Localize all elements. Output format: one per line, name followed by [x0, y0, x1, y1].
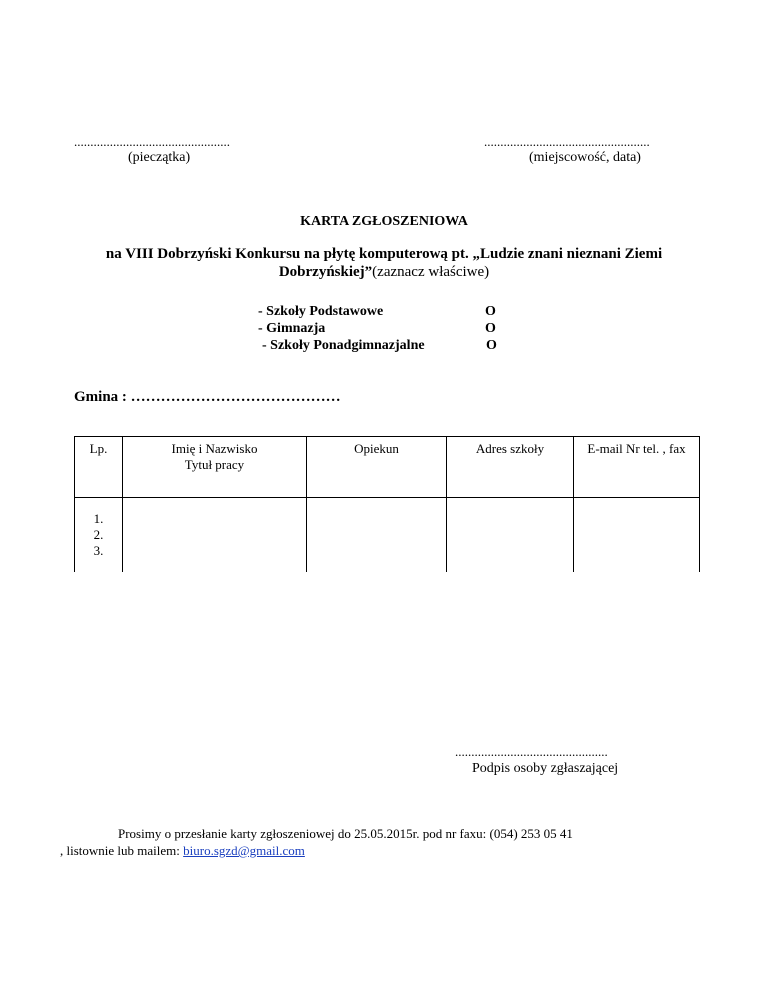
row-numbers-list	[77, 511, 120, 559]
place-date-dotted-line: ...................................................	[484, 134, 650, 149]
option-label-secondary: - Szkoły Ponadgimnazjalne	[262, 338, 425, 353]
footer-line-2-prefix: , listownie lub mailem:	[60, 843, 184, 858]
option-checkbox-gimnazjum[interactable]: O	[485, 321, 496, 336]
stamp-label: (pieczątka)	[128, 150, 191, 165]
place-date-label: (miejscowość, data)	[529, 150, 641, 165]
header-name-title: Imię i Nazwisko Tytuł pracy	[123, 437, 307, 498]
row-number: 3.	[93, 543, 104, 558]
entries-table	[74, 436, 700, 572]
table-row	[75, 498, 700, 573]
form-title: KARTA ZGŁOSZENIOWA	[300, 214, 468, 229]
row-number: 1.	[93, 511, 104, 526]
gmina-field[interactable]: Gmina : ……………………………………	[74, 389, 341, 405]
email-link[interactable]: biuro.sgzd@gmail.com	[183, 843, 305, 858]
option-label-primary: - Szkoły Podstawowe	[258, 304, 384, 319]
cell-numbers	[75, 498, 123, 573]
option-label-gimnazjum: - Gimnazja	[258, 321, 326, 336]
cell-name-title[interactable]	[123, 498, 307, 573]
cell-school-address[interactable]	[447, 498, 574, 573]
form-subtitle	[60, 245, 708, 281]
header-lp: Lp.	[75, 437, 123, 498]
cell-contact[interactable]	[574, 498, 700, 573]
header-school-address: Adres szkoły	[447, 437, 574, 498]
table-header-row	[75, 437, 700, 498]
option-checkbox-primary[interactable]: O	[485, 304, 496, 319]
subtitle-instruction: (zaznacz właściwe)	[372, 264, 490, 280]
signature-dotted-line: ...............................................	[455, 744, 608, 759]
row-number: 2.	[93, 527, 104, 542]
stamp-dotted-line: ................................................	[74, 134, 230, 149]
header-contact: E-mail Nr tel. , fax	[574, 437, 700, 498]
option-checkbox-secondary[interactable]: O	[486, 338, 497, 353]
subtitle-contest-name: na VIII Dobrzyński Konkursu na płytę komputerową pt. „Ludzie znani nieznani Ziemi Dobrzyńskiej”	[105, 246, 663, 280]
cell-supervisor[interactable]	[307, 498, 447, 573]
footer-note	[60, 825, 700, 859]
footer-line-2	[60, 842, 700, 859]
header-supervisor: Opiekun	[307, 437, 447, 498]
signature-label: Podpis osoby zgłaszającej	[472, 761, 619, 776]
footer-line-1: Prosimy o przesłanie karty zgłoszeniowej do 25.05.2015r. pod nr faxu: (054) 253 05 41	[118, 826, 573, 841]
